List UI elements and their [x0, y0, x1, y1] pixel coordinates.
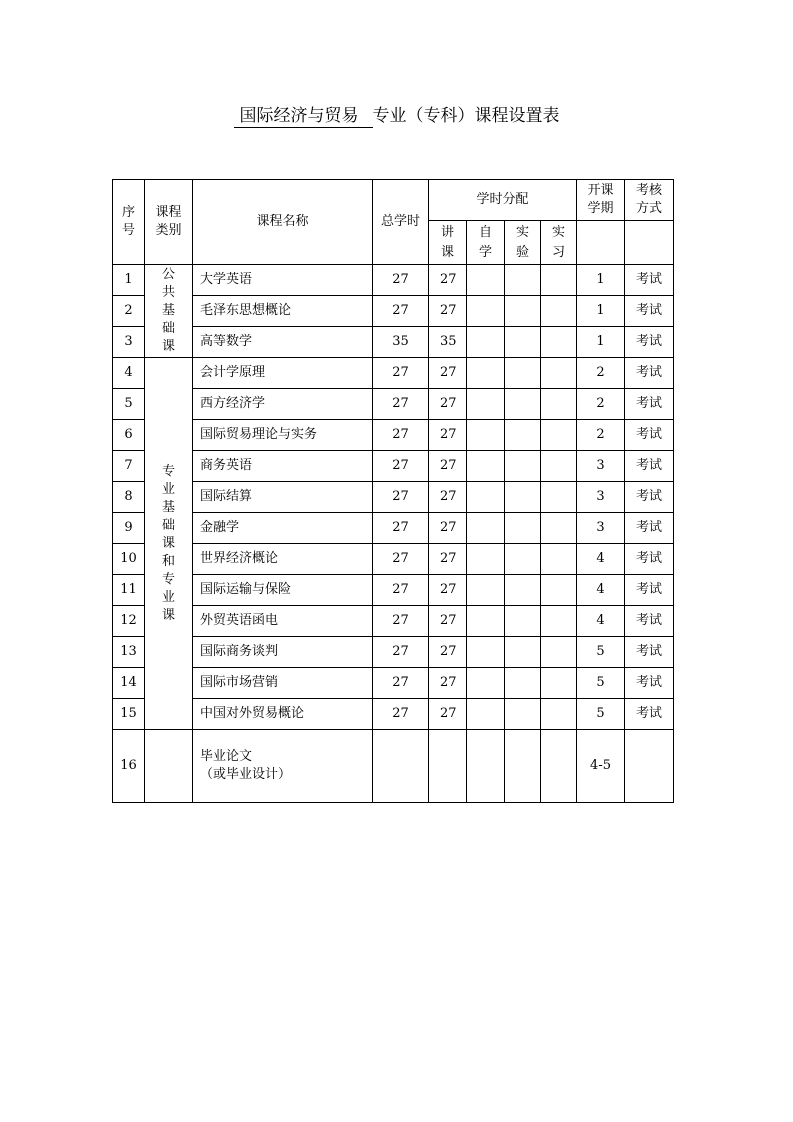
header-row-top — [113, 180, 674, 221]
row-self-study — [467, 606, 505, 637]
row-practice — [541, 606, 577, 637]
table-row — [113, 389, 674, 420]
thesis-name-cell — [193, 730, 373, 803]
thesis-name: 毕业论文 — [200, 749, 253, 764]
thesis-note: （或毕业设计） — [200, 767, 292, 782]
row-practice — [541, 420, 577, 451]
row-course-name: 中国对外贸易概论 — [193, 699, 373, 730]
row-lecture-hours: 27 — [429, 389, 467, 420]
row-lecture-hours: 27 — [429, 575, 467, 606]
row-course-name: 毛泽东思想概论 — [193, 296, 373, 327]
row-total-hours: 27 — [373, 265, 429, 296]
header-semester: 开课学期 — [577, 180, 625, 221]
thesis-total-blank — [373, 730, 429, 803]
row-practice — [541, 358, 577, 389]
header-semester-blank — [577, 221, 625, 265]
row-assessment: 考试 — [625, 389, 674, 420]
table-row-thesis — [113, 730, 674, 803]
row-self-study — [467, 482, 505, 513]
row-experiment — [505, 699, 541, 730]
row-semester: 2 — [577, 420, 625, 451]
row-semester: 1 — [577, 327, 625, 358]
row-seq: 7 — [113, 451, 145, 482]
row-assessment: 考试 — [625, 265, 674, 296]
row-self-study — [467, 265, 505, 296]
row-seq: 14 — [113, 668, 145, 699]
row-semester: 4 — [577, 606, 625, 637]
row-assessment: 考试 — [625, 513, 674, 544]
row-assessment: 考试 — [625, 482, 674, 513]
row-lecture-hours: 27 — [429, 637, 467, 668]
row-self-study — [467, 389, 505, 420]
row-course-name: 外贸英语函电 — [193, 606, 373, 637]
row-assessment: 考试 — [625, 606, 674, 637]
row-experiment — [505, 265, 541, 296]
row-seq: 6 — [113, 420, 145, 451]
row-course-name: 商务英语 — [193, 451, 373, 482]
row-assessment: 考试 — [625, 575, 674, 606]
row-assessment: 考试 — [625, 637, 674, 668]
table-row — [113, 699, 674, 730]
row-experiment — [505, 358, 541, 389]
row-practice — [541, 513, 577, 544]
header-practice: 实习 — [541, 221, 577, 265]
row-total-hours: 27 — [373, 420, 429, 451]
row-seq: 13 — [113, 637, 145, 668]
table-row — [113, 513, 674, 544]
table-row — [113, 265, 674, 296]
row-course-name: 世界经济概论 — [193, 544, 373, 575]
thesis-experiment-blank — [505, 730, 541, 803]
row-experiment — [505, 482, 541, 513]
row-experiment — [505, 575, 541, 606]
row-course-name: 国际市场营销 — [193, 668, 373, 699]
header-course-name: 课程名称 — [193, 180, 373, 265]
table-row — [113, 482, 674, 513]
row-practice — [541, 637, 577, 668]
row-course-name: 会计学原理 — [193, 358, 373, 389]
row-lecture-hours: 27 — [429, 296, 467, 327]
table-row — [113, 327, 674, 358]
row-assessment: 考试 — [625, 668, 674, 699]
row-lecture-hours: 27 — [429, 420, 467, 451]
table-row — [113, 296, 674, 327]
row-experiment — [505, 544, 541, 575]
table-row — [113, 420, 674, 451]
category-major-basic: 专业基础课和专业课 — [145, 358, 193, 730]
row-assessment: 考试 — [625, 358, 674, 389]
row-semester: 1 — [577, 265, 625, 296]
header-assessment-blank — [625, 221, 674, 265]
row-practice — [541, 265, 577, 296]
row-assessment: 考试 — [625, 420, 674, 451]
header-assessment: 考核方式 — [625, 180, 674, 221]
row-course-name: 国际运输与保险 — [193, 575, 373, 606]
row-total-hours: 27 — [373, 668, 429, 699]
row-self-study — [467, 668, 505, 699]
row-practice — [541, 668, 577, 699]
row-practice — [541, 544, 577, 575]
header-hours-allocation: 学时分配 — [429, 180, 577, 221]
thesis-semester: 4-5 — [577, 730, 625, 803]
row-seq: 10 — [113, 544, 145, 575]
row-self-study — [467, 575, 505, 606]
row-seq: 8 — [113, 482, 145, 513]
row-assessment: 考试 — [625, 544, 674, 575]
table-row — [113, 451, 674, 482]
table-row — [113, 575, 674, 606]
row-seq: 5 — [113, 389, 145, 420]
row-semester: 2 — [577, 358, 625, 389]
row-semester: 3 — [577, 451, 625, 482]
row-practice — [541, 389, 577, 420]
row-total-hours: 27 — [373, 451, 429, 482]
row-experiment — [505, 513, 541, 544]
row-total-hours: 27 — [373, 389, 429, 420]
row-semester: 2 — [577, 389, 625, 420]
row-practice — [541, 451, 577, 482]
row-practice — [541, 327, 577, 358]
row-self-study — [467, 358, 505, 389]
row-total-hours: 27 — [373, 296, 429, 327]
thesis-seq: 16 — [113, 730, 145, 803]
row-seq: 9 — [113, 513, 145, 544]
row-seq: 12 — [113, 606, 145, 637]
row-seq: 11 — [113, 575, 145, 606]
row-semester: 5 — [577, 699, 625, 730]
row-self-study — [467, 699, 505, 730]
row-self-study — [467, 637, 505, 668]
row-experiment — [505, 606, 541, 637]
row-practice — [541, 482, 577, 513]
thesis-lecture-blank — [429, 730, 467, 803]
row-experiment — [505, 451, 541, 482]
header-seq: 序号 — [113, 180, 145, 265]
row-lecture-hours: 27 — [429, 358, 467, 389]
row-total-hours: 35 — [373, 327, 429, 358]
row-total-hours: 27 — [373, 575, 429, 606]
row-lecture-hours: 27 — [429, 668, 467, 699]
row-total-hours: 27 — [373, 482, 429, 513]
row-experiment — [505, 389, 541, 420]
row-self-study — [467, 451, 505, 482]
row-course-name: 高等数学 — [193, 327, 373, 358]
row-experiment — [505, 637, 541, 668]
row-lecture-hours: 27 — [429, 606, 467, 637]
course-table — [112, 179, 674, 803]
row-self-study — [467, 544, 505, 575]
row-self-study — [467, 513, 505, 544]
row-lecture-hours: 35 — [429, 327, 467, 358]
row-semester: 4 — [577, 575, 625, 606]
row-course-name: 大学英语 — [193, 265, 373, 296]
table-row — [113, 544, 674, 575]
row-practice — [541, 575, 577, 606]
row-total-hours: 27 — [373, 637, 429, 668]
header-total-hours: 总学时 — [373, 180, 429, 265]
row-experiment — [505, 420, 541, 451]
row-assessment: 考试 — [625, 327, 674, 358]
row-lecture-hours: 27 — [429, 513, 467, 544]
row-course-name: 国际贸易理论与实务 — [193, 420, 373, 451]
row-semester: 4 — [577, 544, 625, 575]
row-seq: 3 — [113, 327, 145, 358]
row-self-study — [467, 296, 505, 327]
row-experiment — [505, 668, 541, 699]
row-assessment: 考试 — [625, 451, 674, 482]
row-seq: 4 — [113, 358, 145, 389]
row-total-hours: 27 — [373, 513, 429, 544]
row-self-study — [467, 327, 505, 358]
row-total-hours: 27 — [373, 544, 429, 575]
page-title — [0, 104, 793, 128]
row-total-hours: 27 — [373, 699, 429, 730]
row-assessment: 考试 — [625, 699, 674, 730]
row-seq: 15 — [113, 699, 145, 730]
row-lecture-hours: 27 — [429, 451, 467, 482]
table-row — [113, 668, 674, 699]
row-course-name: 国际商务谈判 — [193, 637, 373, 668]
thesis-category-blank — [145, 730, 193, 803]
title-rest: 专业（专科）课程设置表 — [372, 106, 560, 126]
table-row — [113, 606, 674, 637]
row-seq: 1 — [113, 265, 145, 296]
row-semester: 5 — [577, 637, 625, 668]
thesis-self-study-blank — [467, 730, 505, 803]
row-semester: 5 — [577, 668, 625, 699]
category-public-basic: 公共基础课 — [145, 265, 193, 358]
table-row — [113, 637, 674, 668]
thesis-practice-blank — [541, 730, 577, 803]
row-lecture-hours: 27 — [429, 482, 467, 513]
row-total-hours: 27 — [373, 606, 429, 637]
table-row — [113, 358, 674, 389]
row-self-study — [467, 420, 505, 451]
row-experiment — [505, 296, 541, 327]
row-course-name: 西方经济学 — [193, 389, 373, 420]
row-experiment — [505, 327, 541, 358]
row-lecture-hours: 27 — [429, 544, 467, 575]
row-course-name: 金融学 — [193, 513, 373, 544]
row-semester: 3 — [577, 482, 625, 513]
row-seq: 2 — [113, 296, 145, 327]
row-semester: 1 — [577, 296, 625, 327]
row-lecture-hours: 27 — [429, 265, 467, 296]
row-total-hours: 27 — [373, 358, 429, 389]
header-self-study: 自学 — [467, 221, 505, 265]
row-assessment: 考试 — [625, 296, 674, 327]
header-experiment: 实验 — [505, 221, 541, 265]
row-semester: 3 — [577, 513, 625, 544]
row-practice — [541, 296, 577, 327]
row-practice — [541, 699, 577, 730]
header-lecture: 讲课 — [429, 221, 467, 265]
thesis-assessment-blank — [625, 730, 674, 803]
major-name: 国际经济与贸易 — [234, 105, 373, 128]
header-category: 课程类别 — [145, 180, 193, 265]
row-course-name: 国际结算 — [193, 482, 373, 513]
row-lecture-hours: 27 — [429, 699, 467, 730]
